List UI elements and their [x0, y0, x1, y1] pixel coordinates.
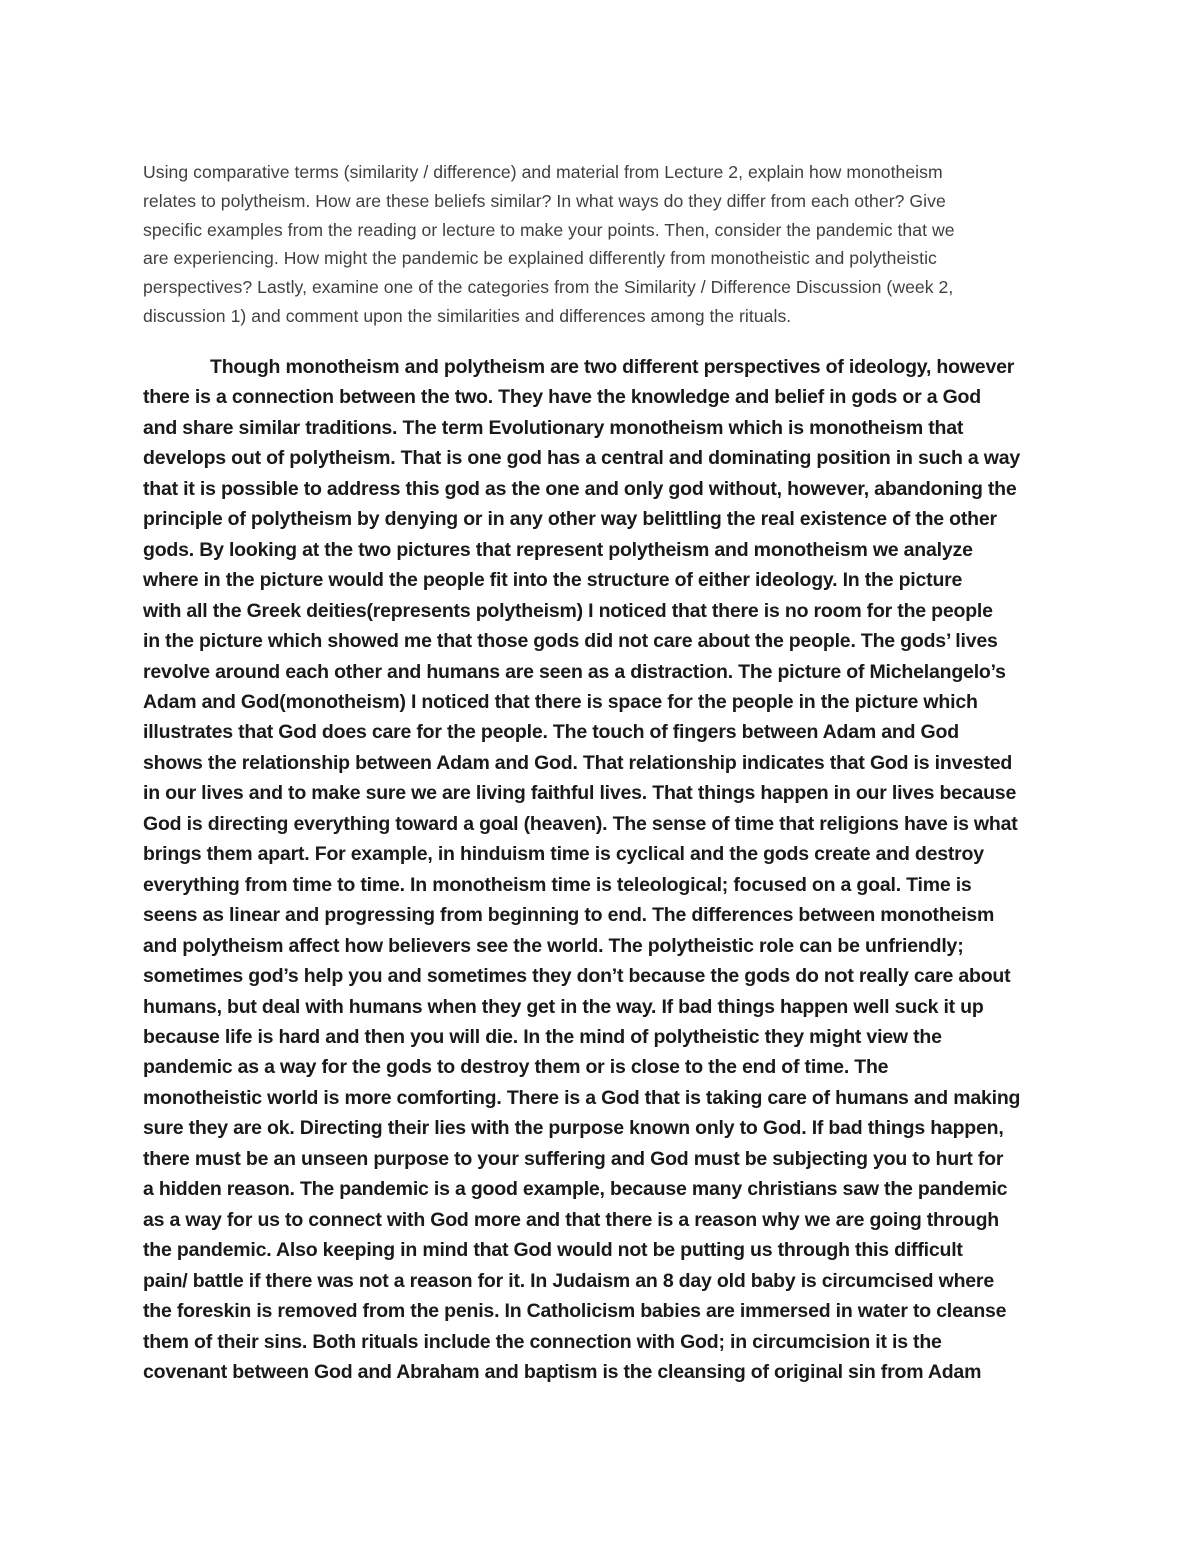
essay-line: pandemic as a way for the gods to destroy them or is close to the end of time. The	[143, 1056, 889, 1079]
essay-line: gods. By looking at the two pictures that represent polytheism and monotheism we analyze	[143, 538, 973, 561]
essay-line: and polytheism affect how believers see the world. The polytheistic role can be unfriendly;	[143, 934, 964, 957]
essay-line: covenant between God and Abraham and baptism is the cleansing of original sin from Adam	[143, 1360, 982, 1383]
prompt-line: relates to polytheism. How are these beliefs similar? In what ways do they differ from each other? Give	[143, 190, 946, 211]
essay-line: develops out of polytheism. That is one god has a central and dominating position in such a way	[143, 447, 1021, 470]
essay-line: because life is hard and then you will die. In the mind of polytheistic they might view the	[143, 1025, 942, 1048]
essay-line: sometimes god’s help you and sometimes they don’t because the gods do not really care about	[143, 965, 1011, 988]
essay-line: God is directing everything toward a goal (heaven). The sense of time that religions have is what	[143, 812, 1018, 835]
essay-line: the foreskin is removed from the penis. In Catholicism babies are immersed in water to cleanse	[143, 1300, 1007, 1323]
essay-line: principle of polytheism by denying or in any other way belittling the real existence of the other	[143, 508, 997, 531]
essay-line: that it is possible to address this god as the one and only god without, however, abandoning the	[143, 477, 1017, 500]
prompt-line: specific examples from the reading or lecture to make your points. Then, consider the pandemic that we	[143, 219, 955, 240]
essay-line: shows the relationship between Adam and God. That relationship indicates that God is invested	[143, 751, 1013, 774]
essay-line: seens as linear and progressing from beginning to end. The differences between monotheism	[143, 904, 995, 927]
essay-line: with all the Greek deities(represents polytheism) I noticed that there is no room for the people	[143, 599, 993, 622]
essay-line: sure they are ok. Directing their lies with the purpose known only to God. If bad things happen,	[143, 1117, 1004, 1140]
essay-line: Though monotheism and polytheism are two different perspectives of ideology, however	[210, 356, 1015, 378]
essay-line: a hidden reason. The pandemic is a good example, because many christians saw the pandemic	[143, 1178, 1008, 1201]
prompt-line: discussion 1) and comment upon the similarities and differences among the rituals.	[143, 305, 792, 326]
prompt-line: are experiencing. How might the pandemic be explained differently from monotheistic and polytheistic	[143, 248, 937, 269]
essay-line: everything from time to time. In monotheism time is teleological; focused on a goal. Time is	[143, 873, 972, 896]
essay-line: and share similar traditions. The term Evolutionary monotheism which is monotheism that	[143, 416, 964, 439]
essay-line: humans, but deal with humans when they get in the way. If bad things happen well suck it up	[143, 995, 984, 1018]
essay-line: pain/ battle if there was not a reason for it. In Judaism an 8 day old baby is circumcised where	[143, 1269, 994, 1292]
essay-line: the pandemic. Also keeping in mind that God would not be putting us through this difficult	[143, 1239, 963, 1262]
essay-line: monotheistic world is more comforting. There is a God that is taking care of humans and making	[143, 1086, 1021, 1109]
essay-line: in our lives and to make sure we are living faithful lives. That things happen in our lives because	[143, 782, 1017, 805]
essay-line: as a way for us to connect with God more and that there is a reason why we are going through	[143, 1208, 999, 1231]
essay-line: where in the picture would the people fit into the structure of either ideology. In the picture	[143, 569, 963, 592]
essay-line: brings them apart. For example, in hinduism time is cyclical and the gods create and destroy	[143, 843, 984, 866]
essay-line: illustrates that God does care for the people. The touch of fingers between Adam and God	[143, 721, 959, 744]
essay-line: in the picture which showed me that those gods did not care about the people. The gods’ lives	[143, 630, 998, 653]
prompt-line: Using comparative terms (similarity / difference) and material from Lecture 2, explain how monotheism	[143, 162, 943, 182]
essay-line: revolve around each other and humans are seen as a distraction. The picture of Michelangelo’s	[143, 660, 1006, 683]
essay-line: there must be an unseen purpose to your suffering and God must be subjecting you to hurt for	[143, 1147, 1004, 1170]
assignment-prompt	[143, 158, 1063, 331]
essay-line: there is a connection between the two. They have the knowledge and belief in gods or a God	[143, 386, 981, 409]
essay-body	[143, 352, 1073, 1387]
prompt-line: perspectives? Lastly, examine one of the categories from the Similarity / Difference Discussion (week 2,	[143, 277, 954, 298]
essay-line: Adam and God(monotheism) I noticed that there is space for the people in the picture which	[143, 690, 978, 713]
essay-line: them of their sins. Both rituals include the connection with God; in circumcision it is the	[143, 1330, 942, 1353]
